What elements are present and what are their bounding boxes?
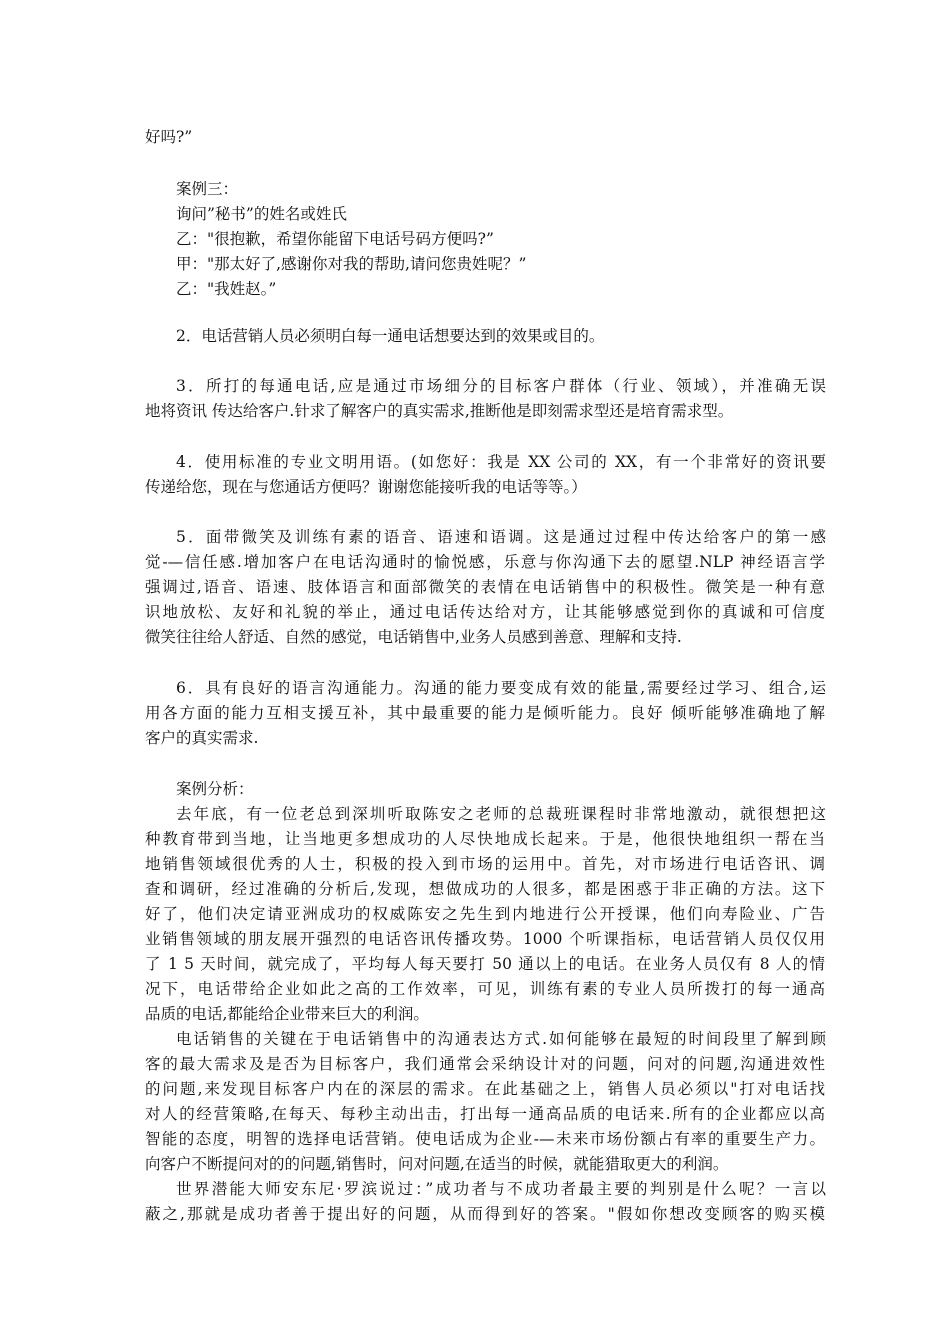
analysis-para3-line: 世界潜能大师安东尼·罗滨说过：”成功者与不成功者最主要的判别是什么呢？一言以	[176, 1180, 826, 1198]
analysis-para1-line: 况下，电话带给企业如此之高的工作效率，可见，训练有素的专业人员所拨打的每一通高	[145, 980, 825, 998]
analysis-para1-line: 好了，他们决定请亚洲成功的权威陈安之先生到内地进行公开授课，他们向寿险业、广告	[145, 905, 825, 923]
analysis-para1-line: 去年底，有一位老总到深圳听取陈安之老师的总裁班课程时非常地激动，就很想把这	[176, 805, 826, 823]
analysis-para2-line: 对人的经营策略,在每天、每秒主动出击，打出每一通高品质的电话来.所有的企业都应以高	[145, 1105, 825, 1123]
analysis-para1-line: 地销售领域很优秀的人士，积极的投入到市场的运用中。首先，对市场进行电话咨讯、调	[145, 855, 825, 873]
analysis-para1-line: 查和调研，经过准确的分析后,发现，想做成功的人很多，都是困惑于非正确的方法。这下	[145, 880, 825, 898]
analysis-para2-line: 客的最大需求及是否为目标客户，我们通常会采纳设计对的问题，问对的问题,沟通进效性	[145, 1055, 825, 1073]
point-5-line: 微笑往往给人舒适、自然的感觉，电话销售中,业务人员感到善意、理解和支持.	[145, 628, 682, 646]
analysis-para2-line: 电话销售的关键在于电话销售中的沟通表达方式.如何能够在最短的时间段里了解到顾	[176, 1030, 826, 1048]
carry-over-line: 好吗?”	[145, 128, 193, 146]
point-5-line: 5．面带微笑及训练有素的语音、语速和语调。这是通过过程中传达给客户的第一感	[176, 528, 826, 546]
analysis-para1-line: 品质的电话,都能给企业带来巨大的利润。	[145, 1005, 429, 1023]
point-5-line: 识地放松、友好和礼貌的举止，通过电话传达给对方，让其能够感觉到你的真诚和可信度	[145, 603, 825, 621]
point-2-line: 2．电话营销人员必须明白每一通电话想要达到的效果或目的。	[176, 327, 605, 345]
point-4-line: 4．使用标准的专业文明用语。(如您好：我是 XX 公司的 XX，有一个非常好的资讯要	[176, 453, 826, 471]
case3-title: 案例三：	[176, 180, 239, 198]
case3-line: 乙："很抱歉，希望你能留下电话号码方便吗?”	[176, 230, 494, 248]
point-3-line: 3．所打的每通电话,应是通过市场细分的目标客户群体（行业、领域），并准确无误	[176, 377, 826, 395]
analysis-para2-line: 智能的态度，明智的选择电话营销。使电话成为企业-—未来市场份额占有率的重要生产力。	[145, 1130, 825, 1148]
point-6-line: 客户的真实需求.	[145, 729, 259, 747]
case3-line: 甲："那太好了,感谢你对我的帮助,请问您贵姓呢？”	[176, 255, 527, 273]
case3-line: 询问”秘书”的姓名或姓氏	[176, 205, 347, 223]
point-5-line: 觉-—信任感.增加客户在电话沟通时的愉悦感，乐意与你沟通下去的愿望.NLP 神经语言学	[145, 553, 825, 571]
point-6-line: 用各方面的能力互相支援互补，其中最重要的能力是倾听能力。良好 倾听能够准确地了解	[145, 704, 825, 722]
point-4-line: 传递给您，现在与您通话方便吗？谢谢您能接听我的电话等等。）	[145, 478, 587, 496]
analysis-title: 案例分析：	[176, 780, 254, 798]
analysis-para1-line: 种教育带到当地，让当地更多想成功的人尽快地成长起来。于是，他很快地组织一帮在当	[145, 830, 825, 848]
point-5-line: 强调过,语音、语速、肢体语言和面部微笑的表情在电话销售中的积极性。微笑是一种有意	[145, 578, 825, 596]
analysis-para2-line: 向客户不断提问对的的问题,销售时，问对问题,在适当的时候，就能猎取更大的利润。	[145, 1155, 729, 1173]
analysis-para1-line: 业销售领域的朋友展开强烈的电话咨讯传播攻势。1000 个听课指标，电话营销人员仅仅用	[145, 930, 825, 948]
analysis-para1-line: 了 1 5 天时间，就完成了，平均每人每天要打 50 通以上的电话。在业务人员仅有 8 人的情	[145, 955, 825, 973]
case3-line: 乙："我姓赵。”	[176, 280, 277, 298]
point-3-line: 地将资讯 传达给客户.针求了解客户的真实需求,推断他是即刻需求型还是培育需求型。	[145, 402, 734, 420]
point-6-line: 6．具有良好的语言沟通能力。沟通的能力要变成有效的能量,需要经过学习、组合,运	[176, 679, 826, 697]
analysis-para3-line: 蔽之,那就是成功者善于提出好的问题，从而得到好的答案。"假如你想改变顾客的购买模	[145, 1205, 825, 1223]
analysis-para2-line: 的问题,来发现目标客户内在的深层的需求。在此基础之上，销售人员必须以"打对电话找	[145, 1080, 825, 1098]
